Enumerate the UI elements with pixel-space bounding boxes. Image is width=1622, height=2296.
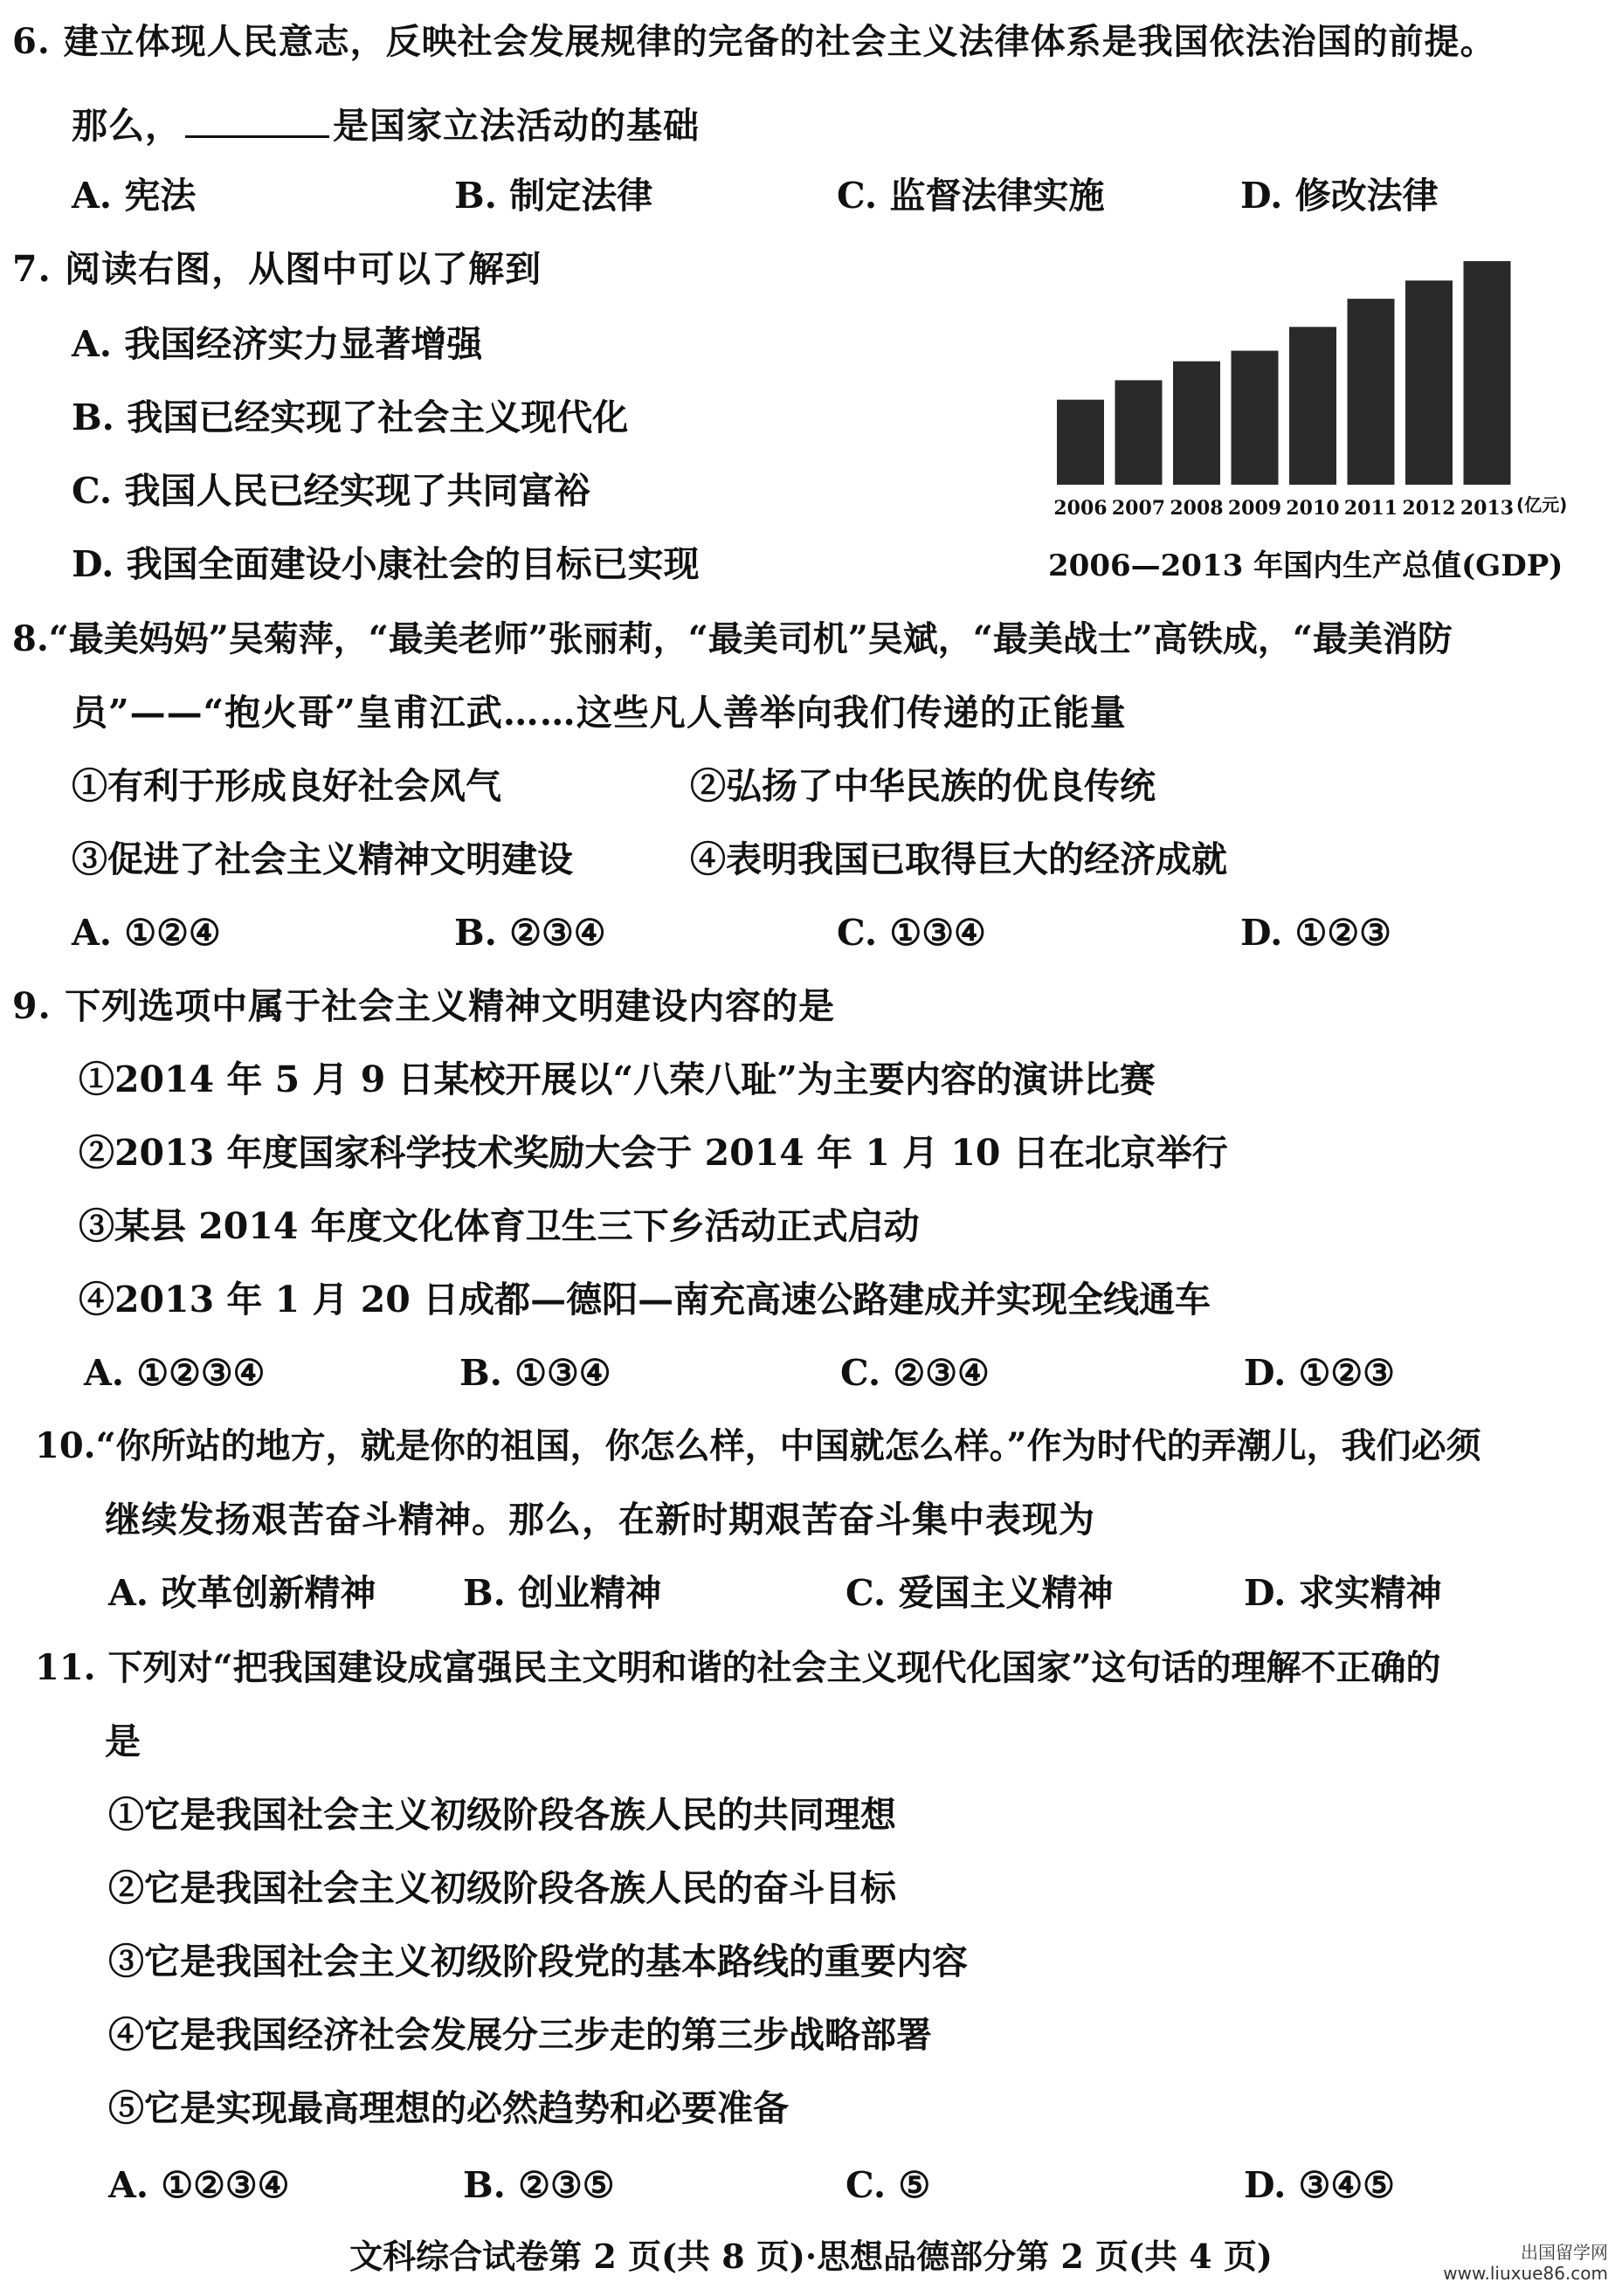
page-footer: 文科综合试卷第 2 页(共 8 页)·思想品德部分第 2 页(共 4 页) bbox=[349, 2237, 1273, 2276]
q8-option-d: D. ①②③ bbox=[1240, 912, 1391, 954]
q11-item-5: ⑤它是实现最高理想的必然趋势和必要准备 bbox=[108, 2087, 789, 2129]
x-tick-label: 2010 bbox=[1286, 497, 1340, 520]
q7-option-d: D. 我国全面建设小康社会的目标已实现 bbox=[72, 543, 700, 585]
q8-line1: 8.“最美妈妈”吴菊萍，“最美老师”张丽莉，“最美司机”吴斌，“最美战士”高铁成，“最美消防 bbox=[12, 618, 1453, 659]
watermark bbox=[1443, 2242, 1608, 2284]
bar-2006 bbox=[1057, 400, 1104, 485]
q9-item-4: ④2013 年 1 月 20 日成都—德阳—南充高速公路建成并实现全线通车 bbox=[79, 1279, 1211, 1320]
fill-blank bbox=[185, 107, 329, 138]
q11-line1: 11. 下列对“把我国建设成富强民主文明和谐的社会主义现代化国家”这句话的理解不正确的 bbox=[35, 1647, 1441, 1688]
q10-option-b: B. 创业精神 bbox=[463, 1572, 662, 1614]
q11-option-a: A. ①②③④ bbox=[108, 2164, 290, 2206]
q9-stem: 9. 下列选项中属于社会主义精神文明建设内容的是 bbox=[12, 985, 836, 1027]
q7-option-c: C. 我国人民已经实现了共同富裕 bbox=[72, 470, 590, 512]
q11-item-4: ④它是我国经济社会发展分三步走的第三步战略部署 bbox=[108, 2014, 932, 2056]
q8-item-4: ④表明我国已取得巨大的经济成就 bbox=[690, 838, 1227, 880]
unit-label: (亿元) bbox=[1516, 494, 1568, 515]
gdp-bar-chart bbox=[1048, 236, 1568, 533]
bar-2011 bbox=[1348, 299, 1395, 485]
bar-2008 bbox=[1173, 362, 1220, 485]
q6-line1: 6. 建立体现人民意志，反映社会发展规律的完备的社会主义法律体系是我国依法治国的前提。 bbox=[12, 21, 1496, 62]
q10-option-a: A. 改革创新精神 bbox=[108, 1572, 376, 1614]
bar-2013 bbox=[1464, 261, 1511, 485]
bar-2010 bbox=[1289, 327, 1336, 485]
q9-option-c: C. ②③④ bbox=[840, 1352, 990, 1394]
q11-item-3: ③它是我国社会主义初级阶段党的基本路线的重要内容 bbox=[108, 1941, 968, 1982]
q9-option-b: B. ①③④ bbox=[459, 1352, 611, 1394]
q6-line2 bbox=[72, 103, 700, 148]
q7-option-a: A. 我国经济实力显著增强 bbox=[72, 323, 483, 365]
q9-item-2: ②2013 年度国家科学技术奖励大会于 2014 年 1 月 10 日在北京举行 bbox=[79, 1132, 1228, 1174]
x-tick-label: 2009 bbox=[1227, 497, 1282, 520]
q6-line2-suffix: 是国家立法活动的基础 bbox=[333, 105, 700, 147]
q11-option-d: D. ③④⑤ bbox=[1244, 2164, 1395, 2206]
bar-2012 bbox=[1405, 280, 1453, 485]
q9-item-3: ③某县 2014 年度文化体育卫生三下乡活动正式启动 bbox=[79, 1205, 920, 1247]
x-tick-label: 2006 bbox=[1053, 497, 1108, 520]
q9-option-a: A. ①②③④ bbox=[84, 1352, 266, 1394]
q6-option-d: D. 修改法律 bbox=[1240, 175, 1439, 217]
q11-option-c: C. ⑤ bbox=[846, 2164, 931, 2206]
q6-line2-prefix: 那么， bbox=[72, 105, 182, 147]
q7-option-b: B. 我国已经实现了社会主义现代化 bbox=[72, 396, 629, 438]
bar-2007 bbox=[1115, 380, 1163, 485]
q11-line2: 是 bbox=[105, 1720, 141, 1762]
x-tick-label: 2012 bbox=[1402, 497, 1456, 520]
q8-item-3: ③促进了社会主义精神文明建设 bbox=[72, 838, 573, 880]
q6-option-b: B. 制定法律 bbox=[454, 175, 653, 217]
q11-item-2: ②它是我国社会主义初级阶段各族人民的奋斗目标 bbox=[108, 1867, 896, 1909]
q8-option-c: C. ①③④ bbox=[837, 912, 986, 954]
chart-title: 2006—2013 年国内生产总值(GDP) bbox=[1048, 548, 1563, 583]
bar-2009 bbox=[1232, 351, 1279, 485]
q10-option-c: C. 爱国主义精神 bbox=[846, 1572, 1114, 1614]
q10-line1: 10.“你所站的地方，就是你的祖国，你怎么样，中国就怎么样。”作为时代的弄潮儿，我们必须 bbox=[35, 1425, 1481, 1466]
watermark-name: 出国留学网 bbox=[1521, 2242, 1608, 2263]
x-tick-label: 2013 bbox=[1460, 497, 1515, 520]
q9-option-d: D. ①②③ bbox=[1244, 1352, 1395, 1394]
x-tick-label: 2008 bbox=[1170, 497, 1224, 520]
q6-option-a: A. 宪法 bbox=[72, 175, 197, 217]
q8-line2: 员”——“抱火哥”皇甫江武……这些凡人善举向我们传递的正能量 bbox=[72, 692, 1127, 734]
q8-option-b: B. ②③④ bbox=[454, 912, 606, 954]
q10-line2: 继续发扬艰苦奋斗精神。那么，在新时期艰苦奋斗集中表现为 bbox=[105, 1499, 1095, 1541]
q9-item-1: ①2014 年 5 月 9 日某校开展以“八荣八耻”为主要内容的演讲比赛 bbox=[79, 1058, 1156, 1100]
q11-item-1: ①它是我国社会主义初级阶段各族人民的共同理想 bbox=[108, 1794, 896, 1836]
q7-stem: 7. 阅读右图，从图中可以了解到 bbox=[12, 248, 542, 290]
x-tick-label: 2007 bbox=[1111, 497, 1166, 520]
q10-option-d: D. 求实精神 bbox=[1244, 1572, 1442, 1614]
q8-item-1: ①有利于形成良好社会风气 bbox=[72, 765, 501, 807]
q8-option-a: A. ①②④ bbox=[72, 912, 221, 954]
watermark-url: www.liuxue86.com bbox=[1443, 2263, 1608, 2284]
x-tick-label: 2011 bbox=[1343, 497, 1398, 520]
q6-option-c: C. 监督法律实施 bbox=[837, 175, 1105, 217]
q11-option-b: B. ②③⑤ bbox=[463, 2164, 615, 2206]
q8-item-2: ②弘扬了中华民族的优良传统 bbox=[690, 765, 1156, 807]
